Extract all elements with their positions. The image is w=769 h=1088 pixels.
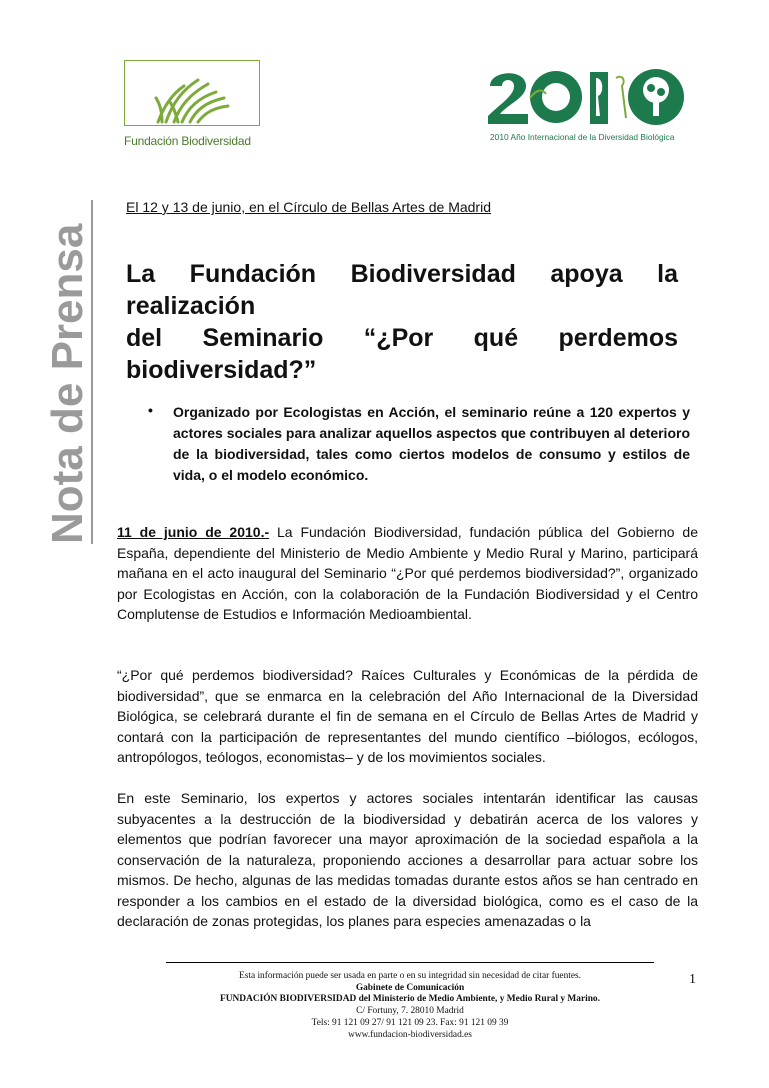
paragraph-2: “¿Por qué perdemos biodiversidad? Raíces Culturales y Económicas de la pérdida de biodiversidad”, que se enmarca en la celebración del Año Internacional de la Diversidad Biológica, se celebrará durante el fin de semana en el Círculo de Bellas Artes de Madrid y contará con la participación de representantes del mundo científico –biólogos, ecólogos, antropólogos, teólogos, economistas– y de los movimientos sociales. [117,667,698,765]
footer-phones: Tels: 91 121 09 27/ 91 121 09 23. Fax: 91 121 09 39 [311,1017,509,1028]
dateline: 11 de junio de 2010.- [117,524,270,540]
footer-divider [166,962,654,963]
summary-text: Organizado por Ecologistas en Acción, el seminario reúne a 120 expertos y actores sociales para analizar aquellos aspectos que contribuyen al deterioro de la biodiversidad, tales como ciertos modelos de consumo y estilos de vida, o el modelo económico. [173,404,690,483]
year-2010-logo [486,64,686,144]
bullet-dot-icon: • [148,402,153,418]
side-title: Nota de Prensa [43,223,92,544]
paragraph-1 [117,522,698,625]
footer [166,971,654,1041]
kicker: El 12 y 13 de junio, en el Círculo de Bellas Artes de Madrid [126,199,491,215]
headline-line-2: del Seminario “¿Por qué perdemos [126,324,678,352]
footer-website[interactable]: www.fundacion-biodiversidad.es [348,1029,472,1040]
grass-icon [154,72,234,124]
footer-notice: Esta información puede ser usada en parte o en su integridad sin necesidad de citar fuentes. [238,971,582,981]
footer-office: Gabinete de Comunicación [355,982,465,993]
paragraph-3: En este Seminario, los expertos y actores sociales intentarán identificar las causas subyacentes a la destrucción de la biodiversidad y debatirán acerca de los valores y elementos que podrían favorecer una mayor aproximación de la sociedad española a la conservación de la naturaleza, proponiendo acciones a desarrollar para actuar sobre los mismos. De hecho, algunas de las medidas tomadas durante estos años se han centrado en responder a los cambios en el estado de la diversidad biológica, como es el caso de la declaración de zonas protegidas, los planes para especies amenazadas o la [117,790,698,929]
fundacion-biodiversidad-logo [124,60,260,150]
headline-line-3: biodiversidad?” [126,356,317,384]
logo-caption: 2010 Año Internacional de la Diversidad Biológica [490,132,675,142]
headline [126,258,678,386]
logo-name: Fundación Biodiversidad [124,134,251,148]
footer-address: C/ Fortuny, 7. 28010 Madrid [356,1006,464,1017]
paragraph-1-text: La Fundación Biodiversidad, fundación pública del Gobierno de España, dependiente del Ministerio de Medio Ambiente y Medio Rural y Marino, participará mañana en el acto inaugural del Seminario “¿Por qué perdemos biodiversidad?”, organizado por Ecologistas en Acción, con la colaboración de la Fundación Biodiversidad y el Centro Complutense de Estudios e Información Medioambiental. [117,524,699,622]
year-2010-icon [486,64,686,130]
footer-organization: FUNDACIÓN BIODIVERSIDAD del Ministerio de Medio Ambiente, y Medio Rural y Marino. [220,994,600,1005]
page-number: 1 [689,972,696,987]
headline-line-1: La Fundación Biodiversidad apoya la realización [126,260,678,320]
